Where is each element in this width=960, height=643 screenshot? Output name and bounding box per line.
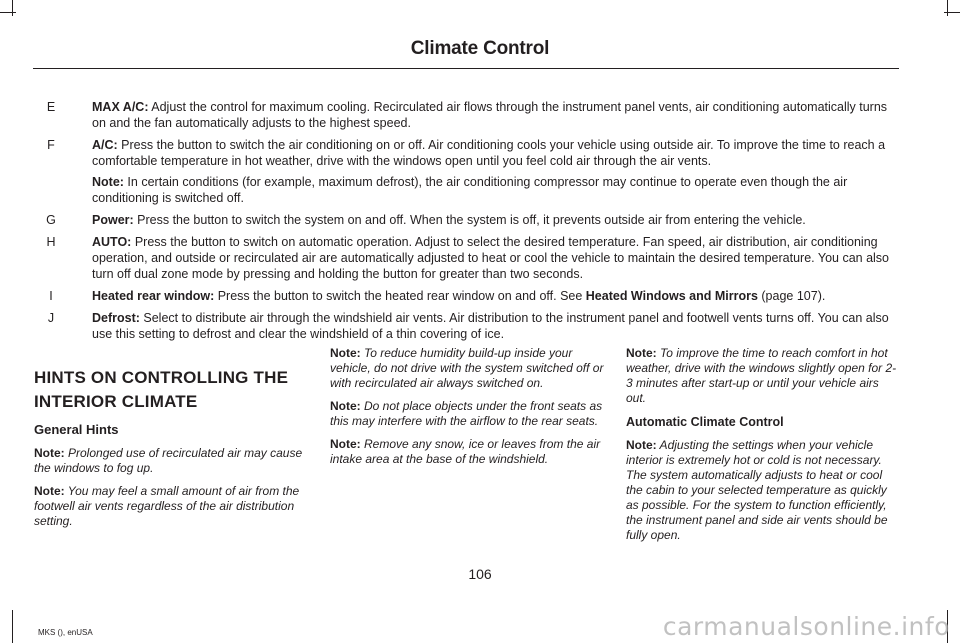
note-paragraph bbox=[330, 437, 605, 467]
note-text: In certain conditions (for example, maximum defrost), the air conditioning compressor may continue to operate even though the air conditioning is switched off. bbox=[92, 175, 848, 205]
definition-text: Press the button to switch on automatic operation. Adjust to select the desired temperature. Fan speed, air distribution, air conditioning operation, and outside or recirculated air are automatically adjusted to heat or cool the vehicle to maintain the desired temperature. You can also turn off dual zone mode by pressing and holding the button for greater than two seconds. bbox=[92, 235, 890, 281]
note-text: Do not place objects under the front seats as this may interfere with the airflow to the rear seats. bbox=[330, 399, 603, 428]
definition-term: Power: bbox=[92, 213, 134, 227]
definition-item-f bbox=[38, 137, 898, 169]
sub-heading: General Hints bbox=[34, 422, 119, 437]
definition-term: MAX A/C: bbox=[92, 100, 149, 114]
control-definitions-list bbox=[38, 99, 898, 348]
definition-term: A/C: bbox=[92, 138, 118, 152]
definition-letter: F bbox=[47, 138, 55, 152]
note-paragraph bbox=[330, 399, 605, 429]
footer-edition: MKS (), enUSA bbox=[38, 628, 93, 637]
cross-reference-link[interactable]: Heated Windows and Mirrors bbox=[585, 289, 758, 303]
column-middle bbox=[330, 346, 605, 475]
definition-text: Press the button to switch the heated rear window on and off. See bbox=[214, 289, 586, 303]
column-right bbox=[626, 346, 898, 551]
note-paragraph bbox=[626, 346, 898, 406]
definition-item-e bbox=[38, 99, 898, 131]
definition-term: Defrost: bbox=[92, 311, 140, 325]
crop-mark bbox=[12, 610, 13, 643]
section-heading-line: INTERIOR CLIMATE bbox=[34, 392, 198, 411]
note-label: Note: bbox=[330, 346, 361, 360]
crop-mark bbox=[12, 0, 13, 16]
section-heading-line: HINTS ON CONTROLLING THE bbox=[34, 368, 289, 387]
note-label: Note: bbox=[92, 175, 124, 189]
definition-text: Press the button to switch the air conditioning on or off. Air conditioning cools your vehicle using outside air. To improve the time to reach a comfortable temperature in hot weather, drive with the windows open until you feel cold air through the air vents. bbox=[92, 138, 886, 168]
note-text: Remove any snow, ice or leaves from the air intake area at the base of the windshield. bbox=[330, 437, 601, 466]
note-label: Note: bbox=[34, 484, 65, 498]
page-title: Climate Control bbox=[410, 38, 550, 59]
definition-letter bbox=[38, 174, 64, 206]
definition-item-j bbox=[38, 310, 898, 342]
note-text: Adjusting the settings when your vehicle interior is extremely hot or cold is not necessary. The system automatically adjusts to heat or cool the cabin to your selected temperature as quickly as possible. For the system to function efficiently, the instrument panel and side air vents should be fully open. bbox=[626, 438, 888, 542]
definition-text: Select to distribute air through the windshield air vents. Air distribution to the instrument panel and footwell vents turns off. You can also use this setting to defrost and clear the windshield of a thin covering of ice. bbox=[92, 311, 889, 341]
sub-heading: Automatic Climate Control bbox=[626, 415, 784, 429]
page-reference: (page 107). bbox=[757, 289, 826, 303]
note-label: Note: bbox=[330, 399, 361, 413]
note-paragraph bbox=[626, 438, 898, 543]
crop-mark bbox=[947, 0, 948, 16]
note-text: To improve the time to reach comfort in hot weather, drive with the windows slightly open for 2-3 minutes after start-up or until your vehicle airs out. bbox=[626, 346, 897, 405]
definition-item-g bbox=[38, 212, 898, 228]
definition-item-i bbox=[38, 288, 898, 304]
note-text: To reduce humidity build-up inside your vehicle, do not drive with the system switched off or with recirculated air always switched on. bbox=[330, 346, 604, 390]
column-left bbox=[34, 346, 304, 537]
note-paragraph bbox=[34, 446, 304, 476]
definition-item-h bbox=[38, 234, 898, 282]
definition-letter: G bbox=[46, 213, 56, 227]
note-text: You may feel a small amount of air from the footwell air vents regardless of the air distribution setting. bbox=[34, 484, 300, 528]
note-paragraph bbox=[34, 484, 304, 529]
definition-text: Press the button to switch the system on and off. When the system is off, it prevents outside air from entering the vehicle. bbox=[133, 213, 806, 227]
definition-term: Heated rear window: bbox=[92, 289, 215, 303]
header-divider bbox=[33, 68, 899, 69]
definition-term: AUTO: bbox=[92, 235, 132, 249]
crop-mark bbox=[0, 12, 16, 13]
note-label: Note: bbox=[626, 346, 657, 360]
page-number: 106 bbox=[468, 566, 492, 582]
definition-text: Adjust the control for maximum cooling. Recirculated air flows through the instrument panel vents, air conditioning automatically turns on and the fan automatically adjusts to the highest speed. bbox=[92, 100, 888, 130]
definition-letter: I bbox=[49, 289, 53, 303]
note-label: Note: bbox=[330, 437, 361, 451]
note-text: Prolonged use of recirculated air may cause the windows to fog up. bbox=[34, 446, 303, 475]
note-paragraph bbox=[330, 346, 605, 391]
definition-letter: J bbox=[47, 311, 55, 325]
section-heading bbox=[34, 366, 304, 414]
note-label: Note: bbox=[34, 446, 65, 460]
definition-note bbox=[38, 174, 898, 206]
definition-letter: E bbox=[46, 100, 56, 114]
watermark-logo: carmanualsonline.info bbox=[662, 612, 950, 641]
definition-letter: H bbox=[46, 235, 56, 249]
note-label: Note: bbox=[626, 438, 657, 452]
